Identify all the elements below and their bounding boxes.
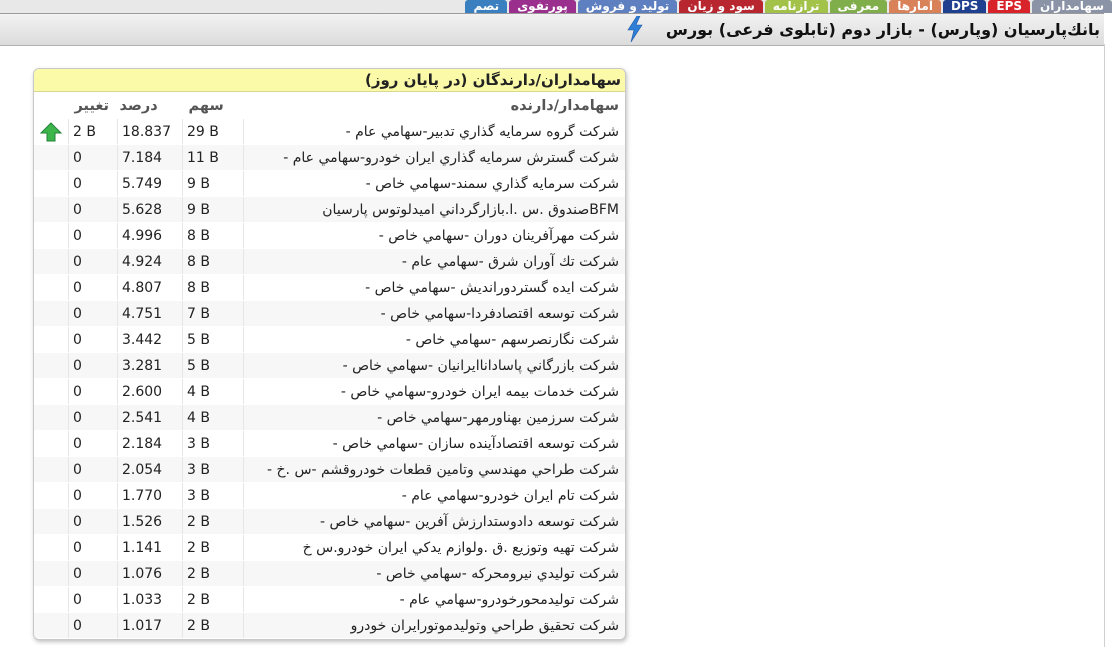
holder-percent: 4.807 [118, 275, 183, 301]
tab-6[interactable]: سود و زیان [679, 0, 762, 13]
holder-shares: 9 B [183, 197, 244, 223]
column-header-percent: درصد [119, 97, 158, 114]
table-row[interactable] [34, 145, 625, 171]
tab-8[interactable]: پورتفوی [509, 0, 576, 13]
holder-percent: 2.600 [118, 379, 183, 405]
holder-shares: 2 B [183, 561, 244, 587]
table-header-row [34, 92, 625, 119]
table-row[interactable] [34, 119, 625, 145]
table-row[interactable] [34, 587, 625, 613]
holder-shares: 3 B [183, 431, 244, 457]
scrollbar-edge [1104, 44, 1105, 647]
table-row[interactable] [34, 223, 625, 249]
trend-cell [34, 171, 69, 197]
holder-name: شرکت سرمايه گذاري سمند-سهامي خاص - [244, 171, 626, 197]
holder-percent: 3.442 [118, 327, 183, 353]
holder-shares: 11 B [183, 145, 244, 171]
holder-percent: 4.924 [118, 249, 183, 275]
holder-percent: 18.837 [118, 119, 183, 145]
holder-change: 0 [69, 535, 118, 561]
tab-1[interactable]: EPS [988, 0, 1030, 13]
trend-cell [34, 223, 69, 249]
table-row[interactable] [34, 301, 625, 327]
holder-name: شرکت مهرآفرينان دوران -سهامي خاص - [244, 223, 626, 249]
column-header-trend [34, 92, 69, 119]
holder-change: 0 [69, 483, 118, 509]
holder-shares: 2 B [183, 509, 244, 535]
holder-percent: 1.017 [118, 613, 183, 639]
holder-change: 0 [69, 353, 118, 379]
holder-shares: 3 B [183, 483, 244, 509]
holder-change: 0 [69, 587, 118, 613]
trend-cell [34, 457, 69, 483]
holder-name: شرکت طراحي مهندسي وتامين قطعات خودروقشم -س .خ - [244, 457, 626, 483]
holder-percent: 2.054 [118, 457, 183, 483]
holder-name: شرکت گسترش سرمايه گذاري ايران خودرو-سهامي عام - [244, 145, 626, 171]
holder-shares: 4 B [183, 405, 244, 431]
trend-cell [34, 509, 69, 535]
tab-strip [0, 0, 1112, 13]
holder-change: 0 [69, 379, 118, 405]
column-header-holder: سهامدار/دارنده [510, 97, 619, 114]
holder-change: 0 [69, 171, 118, 197]
holder-percent: 5.628 [118, 197, 183, 223]
table-row[interactable] [34, 379, 625, 405]
trend-cell [34, 327, 69, 353]
holder-percent: 7.184 [118, 145, 183, 171]
holder-name: شرکت تحقيق طراحي وتوليدموتورايران خودرو [244, 613, 626, 639]
table-row[interactable] [34, 327, 625, 353]
column-header-shares: سهم [188, 97, 224, 114]
table-row[interactable] [34, 457, 625, 483]
holder-name: شرکت توسعه اقتصادفردا-سهامي خاص - [244, 301, 626, 327]
trend-cell [34, 561, 69, 587]
trend-cell [34, 535, 69, 561]
holder-percent: 2.184 [118, 431, 183, 457]
holder-name: شرکت گروه سرمايه گذاري تدبير-سهامي عام - [244, 119, 626, 145]
tab-0[interactable]: سهامداران [1032, 0, 1112, 13]
table-row[interactable] [34, 249, 625, 275]
shareholders-panel [33, 68, 626, 640]
holder-name: شرکت توسعه دادوستدارزش آفرين -سهامي خاص - [244, 509, 626, 535]
holder-percent: 1.033 [118, 587, 183, 613]
holder-shares: 5 B [183, 353, 244, 379]
trend-cell [34, 405, 69, 431]
trend-cell [34, 119, 69, 145]
holder-change: 0 [69, 405, 118, 431]
holder-change: 0 [69, 431, 118, 457]
holder-change: 0 [69, 509, 118, 535]
holder-change: 0 [69, 249, 118, 275]
holder-shares: 2 B [183, 613, 244, 639]
holder-name: شرکت نگارنصرسهم -سهامي خاص - [244, 327, 626, 353]
trend-cell [34, 249, 69, 275]
holder-shares: 5 B [183, 327, 244, 353]
tab-9[interactable]: تصم [465, 0, 507, 13]
holder-name: شرکت توسعه اقتصادآينده سازان -سهامي خاص - [244, 431, 626, 457]
holder-name: شرکت توليدمحورخودرو-سهامي عام - [244, 587, 626, 613]
holder-change: 0 [69, 301, 118, 327]
tab-5[interactable]: ترازنامه [765, 0, 828, 13]
holder-percent: 4.996 [118, 223, 183, 249]
holder-shares: 3 B [183, 457, 244, 483]
holder-name: شرکت ايده گستردورانديش -سهامي خاص - [244, 275, 626, 301]
holder-name: شرکت تك آوران شرق -سهامي عام - [244, 249, 626, 275]
up-arrow-icon [40, 122, 62, 142]
table-row[interactable] [34, 171, 625, 197]
tab-3[interactable]: آمارها [889, 0, 941, 13]
holder-change: 0 [69, 223, 118, 249]
table-row[interactable] [34, 483, 625, 509]
holder-change: 0 [69, 197, 118, 223]
page-title: بانك‌پارسيان (وپارس) - بازار دوم (تابلوی فرعی) بورس [665, 20, 1100, 39]
holder-percent: 1.076 [118, 561, 183, 587]
holder-percent: 3.281 [118, 353, 183, 379]
holder-name: شرکت بازرگاني پاساداناايرانيان -سهامي خاص - [244, 353, 626, 379]
lightning-bolt-icon[interactable] [626, 16, 644, 42]
trend-cell [34, 301, 69, 327]
holder-name: شرکت تام ايران خودرو-سهامي عام - [244, 483, 626, 509]
trend-cell [34, 483, 69, 509]
holder-change: 0 [69, 613, 118, 639]
table-row[interactable] [34, 431, 625, 457]
holder-change: 0 [69, 145, 118, 171]
holder-change: 2 B [69, 119, 118, 145]
column-header-change: تغییر [74, 97, 109, 114]
table-row[interactable] [34, 509, 625, 535]
trend-cell [34, 197, 69, 223]
trend-cell [34, 379, 69, 405]
holder-shares: 8 B [183, 275, 244, 301]
holder-name: شرکت خدمات بيمه ايران خودرو-سهامي خاص - [244, 379, 626, 405]
holder-name: BFMصندوق .س .ا.بازارگرداني اميدلوتوس پارسيان [244, 197, 626, 223]
table-row[interactable] [34, 197, 625, 223]
holder-shares: 29 B [183, 119, 244, 145]
trend-cell [34, 587, 69, 613]
holder-percent: 1.141 [118, 535, 183, 561]
holder-percent: 2.541 [118, 405, 183, 431]
holder-percent: 5.749 [118, 171, 183, 197]
trend-cell [34, 275, 69, 301]
holder-shares: 2 B [183, 535, 244, 561]
holder-shares: 9 B [183, 171, 244, 197]
table-row[interactable] [34, 353, 625, 379]
holder-name: شرکت توليدي نيرومحركه -سهامي خاص - [244, 561, 626, 587]
holder-change: 0 [69, 561, 118, 587]
holder-percent: 1.770 [118, 483, 183, 509]
holder-name: شرکت تهيه وتوزيع .ق .ولوازم يدكي ايران خودرو.س خ [244, 535, 626, 561]
tab-2[interactable]: DPS [943, 0, 986, 13]
holder-change: 0 [69, 327, 118, 353]
holder-shares: 8 B [183, 249, 244, 275]
holder-shares: 7 B [183, 301, 244, 327]
table-row[interactable] [34, 275, 625, 301]
holder-shares: 4 B [183, 379, 244, 405]
holder-change: 0 [69, 275, 118, 301]
tab-7[interactable]: تولید و فروش [578, 0, 678, 13]
tab-4[interactable]: معرفی [830, 0, 888, 13]
holder-name: شرکت سرزمين بهناورمهر-سهامي خاص - [244, 405, 626, 431]
page-header [0, 13, 1104, 46]
table-row[interactable] [34, 535, 625, 561]
trend-cell [34, 353, 69, 379]
panel-title: سهامداران/دارندگان (در پایان روز) [34, 69, 625, 92]
holder-change: 0 [69, 457, 118, 483]
holder-percent: 1.526 [118, 509, 183, 535]
trend-cell [34, 613, 69, 639]
table-row[interactable] [34, 405, 625, 431]
table-row[interactable] [34, 613, 625, 639]
holder-percent: 4.751 [118, 301, 183, 327]
holder-shares: 8 B [183, 223, 244, 249]
trend-cell [34, 431, 69, 457]
table-row[interactable] [34, 561, 625, 587]
shareholders-table [34, 92, 625, 639]
holder-shares: 2 B [183, 587, 244, 613]
trend-cell [34, 145, 69, 171]
